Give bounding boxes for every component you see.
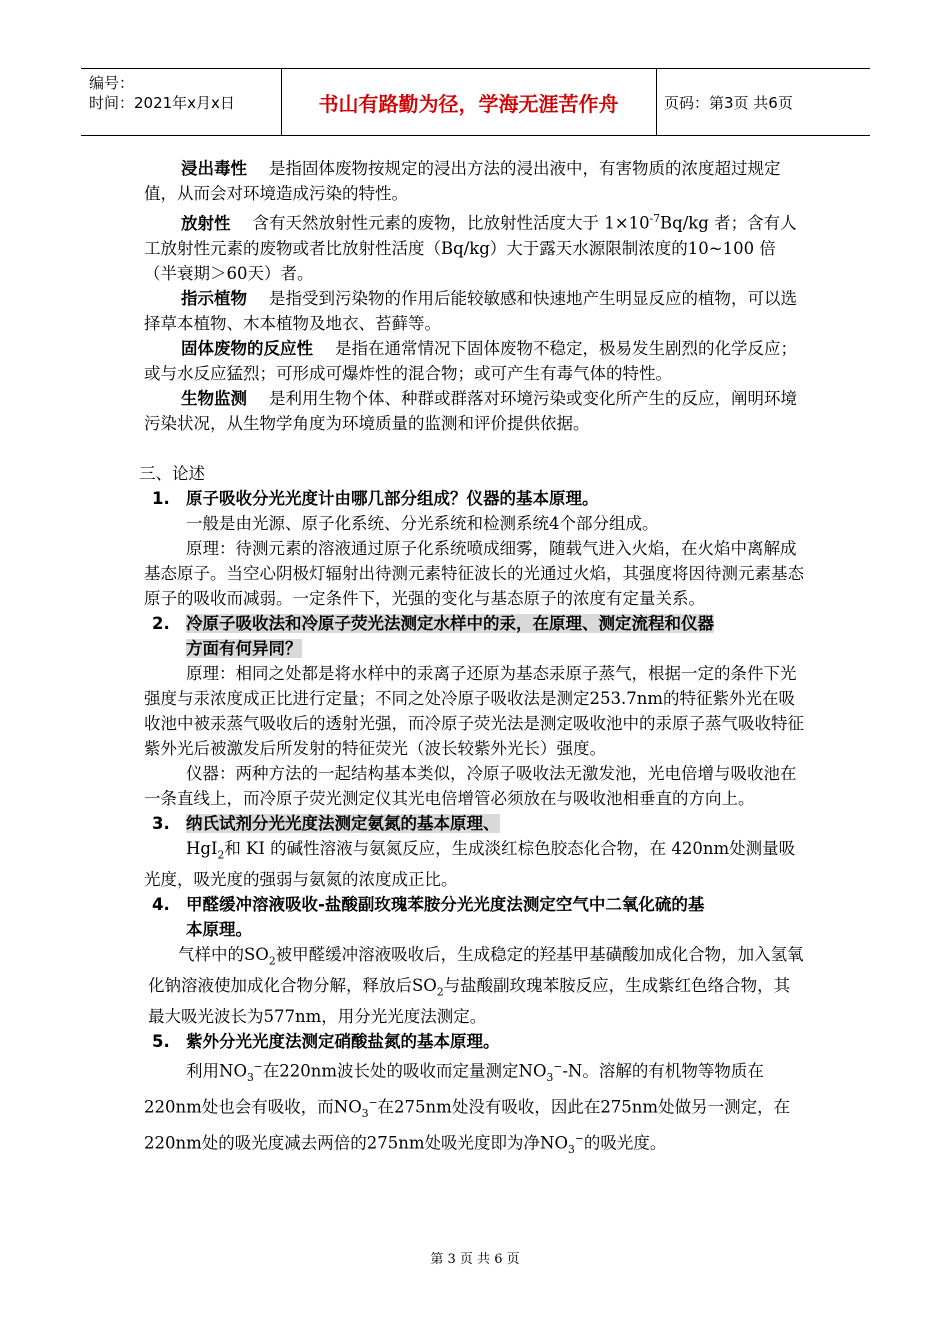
header-number: 编号： [89, 74, 135, 92]
page-footer: 第 3 页 共 6 页 [430, 1252, 520, 1267]
term-definition: Bq/kg 者；含有人工放射性元素的废物或者比放射性活度（Bq/kg）大于露天水源限制浓度的10~100 倍（半衰期＞60天）者。 [144, 213, 797, 283]
subscript: 3 [246, 1071, 254, 1085]
question-2 [144, 611, 804, 661]
question-3 [144, 811, 804, 836]
answer-paragraph [144, 942, 804, 1030]
answer-text: 气样中的SO [178, 944, 269, 964]
answer-paragraph: 原理：相同之处都是将水样中的汞离子还原为基态汞原子蒸气，根据一定的条件下光强度与汞浓度成正比进行定量；不同之处冷原子吸收法是测定253.7nm的特征紫外光在吸收池中被汞蒸气吸收后的透射光强，而冷原子荧光法是测定吸收池中的汞原子蒸气吸收特征紫外光后被激发后所发射的特征荧光（波长较紫外光长）强度。 [144, 663, 804, 758]
question-number: 4. [152, 894, 170, 914]
superscript: -7 [649, 212, 661, 225]
term-title: 固体废物的反应性 [181, 338, 313, 358]
question-title: 纳氏试剂分光光度法测定氨氮的基本原理、 [186, 813, 500, 833]
superscript: − [253, 1060, 263, 1074]
answer-text: 在220nm波长处的吸收而定量测定NO [262, 1061, 547, 1081]
question-5 [144, 1029, 804, 1054]
answer-paragraph: 仪器：两种方法的一起结构基本类似，冷原子吸收法无激发池，光电倍增与吸收池在一条直线上，而冷原子荧光测定仪其光电倍增管必须放在与吸收池相垂直的方向上。 [144, 763, 797, 808]
answer-text: 在275nm处没有吸收，因此在275nm处做另一测定，在220nm处的吸光度减去两倍的275nm处吸光度即为净NO [144, 1097, 791, 1153]
answer-paragraph: 原理：待测元素的溶液通过原子化系统喷成细雾，随载气进入火焰，在火焰中离解成基态原子。当空心阴极灯辐射出待测元素特征波长的光通过火焰，其强度将因待测元素基态原子的吸收而减弱。一定条件下，光强的变化与基态原子的浓度有定量关系。 [144, 538, 804, 608]
term-title: 浸出毒性 [181, 159, 247, 178]
subscript: 2 [436, 985, 444, 999]
question-title: 本原理。 [186, 919, 252, 939]
term-definition: 是指受到污染物的作用后能较敏感和快速地产生明显反应的植物，可以选择草本植物、木本植物及地衣、苔藓等。 [144, 288, 797, 333]
subscript: 2 [268, 954, 276, 968]
header-page-number: 页码：第3页 共6页 [664, 93, 793, 112]
page-header [81, 68, 870, 136]
term-title: 放射性 [181, 213, 231, 233]
term-leaching-toxicity [144, 156, 804, 206]
answer-paragraph [144, 1054, 804, 1161]
question-number: 1. [152, 488, 170, 508]
superscript: − [574, 1131, 584, 1145]
term-definition: 是指固体废物按规定的浸出方法的浸出液中，有害物质的浓度超过规定值，从而会对环境造成污染的特性。 [144, 159, 781, 203]
answer-text: HgI [186, 838, 218, 858]
superscript: − [368, 1096, 378, 1110]
answer-text: 与盐酸副玫瑰苯胺反应，生成紫红色络合物，其最大吸光波长为577nm，用分光光度法测定。 [148, 976, 791, 1027]
question-4 [144, 892, 804, 942]
term-indicator-plants [144, 286, 804, 336]
answer-text: -N。溶解的有机物等物质在220nm处也会有吸收，而NO [144, 1061, 764, 1117]
header-time: 时间：2021年x月x日 [89, 94, 235, 112]
answer-text: 利用NO [186, 1061, 247, 1081]
answer-text: 被甲醛缓冲溶液吸收后，生成稳定的羟基甲基磺酸加成化合物，加入氢氧化钠溶液使加成化合物分解，释放后SO [148, 944, 804, 996]
term-reactivity [144, 336, 804, 386]
document-body [139, 156, 804, 1162]
question-number: 2. [152, 613, 170, 633]
question-1 [144, 486, 804, 511]
header-divider [656, 69, 657, 135]
subscript: 3 [361, 1106, 369, 1120]
term-definition: 含有天然放射性元素的废物，比放射性活度大于 1×10 [252, 213, 650, 233]
question-title: 紫外分光光度法测定硝酸盐氮的基本原理。 [186, 1032, 500, 1052]
subscript: 3 [546, 1071, 554, 1085]
question-title: 方面有何异同？ [186, 638, 302, 658]
section-title: 三、论述 [139, 463, 205, 483]
term-definition: 是指在通常情况下固体废物不稳定，极易发生剧烈的化学反应；或与水反应猛烈；可形成可爆炸性的混合物；或可产生有毒气体的特性。 [144, 338, 797, 383]
term-title: 指示植物 [181, 288, 247, 308]
subscript: 2 [217, 847, 225, 861]
question-number: 5. [152, 1032, 170, 1052]
header-info [89, 73, 235, 113]
question-title: 原子吸收分光光度计由哪几部分组成？仪器的基本原理。 [186, 488, 599, 508]
question-title: 甲醛缓冲溶液吸收-盐酸副玫瑰苯胺分光光度法测定空气中二氧化硫的基 [186, 894, 705, 914]
answer-paragraph [144, 836, 804, 892]
answer-text: 和 KI 的碱性溶液与氨氮反应，生成淡红棕色胶态化合物，在 420nm处测量吸光度，吸光度的强弱与氨氮的浓度成正比。 [144, 838, 796, 889]
question-title: 冷原子吸收法和冷原子荧光法测定水样中的汞，在原理、测定流程和仪器 [186, 613, 714, 633]
subscript: 3 [568, 1142, 575, 1156]
term-biomonitoring [144, 386, 804, 436]
question-number: 3. [152, 813, 170, 833]
superscript: − [553, 1060, 563, 1074]
term-definition: 是利用生物个体、种群或群落对环境污染或变化所产生的反应，阐明环境污染状况，从生物学角度为环境质量的监测和评价提供依据。 [144, 388, 797, 433]
answer-paragraph: 一般是由光源、原子化系统、分光系统和检测系统4个部分组成。 [186, 513, 659, 533]
answer-text: 的吸光度。 [583, 1133, 667, 1153]
header-motto: 书山有路勤为径，学海无涯苦作舟 [318, 91, 619, 116]
term-radioactivity [144, 206, 804, 286]
term-title: 生物监测 [181, 388, 247, 408]
